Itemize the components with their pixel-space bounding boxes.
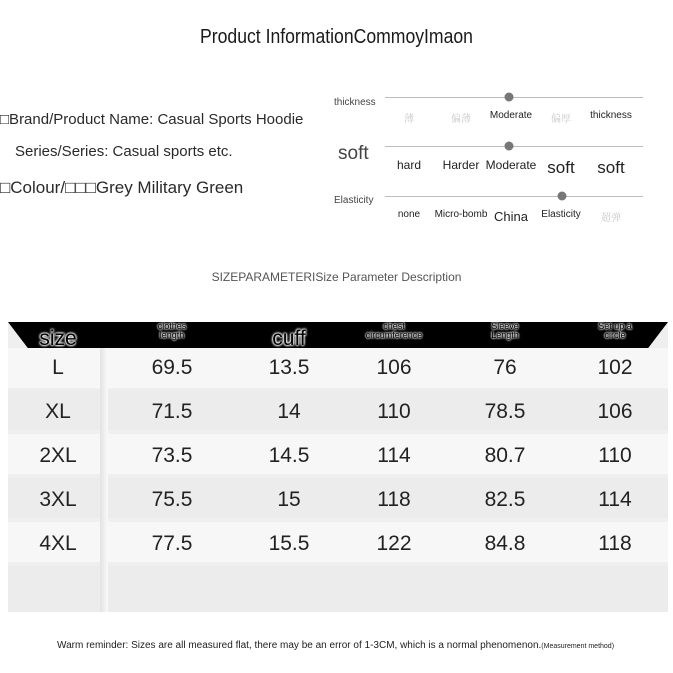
elasticity-option: China (494, 209, 528, 224)
table-cell: 114 (377, 444, 411, 467)
table-cell: 69.5 (151, 356, 193, 379)
thickness-option: 偏薄 (451, 114, 471, 125)
reminder-text: Warm reminder: Sizes are all measured flat, there may be an error of 1-3CM, which is a normal phenomenon. (57, 640, 542, 651)
table-cell: 80.7 (484, 444, 526, 467)
thickness-option: 薄 (404, 114, 414, 125)
thickness-marker (505, 93, 514, 102)
series-info: Series/Series: Casual sports etc. (15, 143, 233, 160)
softness-scale-line (385, 146, 643, 147)
page-title: Product InformationCommoyImaon (200, 26, 473, 48)
table-cell: 102 (597, 356, 633, 379)
table-cell: 106 (376, 356, 412, 379)
table-cell: 118 (377, 488, 411, 511)
table-cell: 82.5 (484, 488, 526, 511)
softness-label: soft (338, 143, 369, 164)
colour-info: □Colour/□□□Grey Military Green (0, 178, 244, 197)
size-table (8, 322, 668, 612)
thickness-option: Moderate (489, 110, 533, 121)
size-label-cell: L (52, 356, 64, 379)
column-header (39, 328, 76, 350)
softness-option: Harder (442, 158, 480, 172)
table-cell: 14 (277, 400, 301, 423)
table-cell: 15 (277, 488, 301, 511)
column-header (598, 322, 632, 341)
table-cell: 77.5 (151, 532, 193, 555)
size-label-cell: 4XL (39, 532, 77, 555)
thickness-option: thickness (590, 110, 632, 121)
column-header-line: Set up a (598, 321, 632, 331)
warm-reminder (57, 640, 614, 651)
elasticity-option: none (397, 209, 421, 220)
softness-option: hard (396, 158, 422, 172)
column-header (366, 322, 423, 341)
table-cell: 106 (597, 400, 633, 423)
elasticity-option: Elasticity (541, 209, 581, 220)
table-cell: 71.5 (151, 400, 193, 423)
column-header-line: circumference (365, 330, 423, 341)
thickness-scale-line (385, 97, 643, 98)
column-header-line: chest (383, 321, 405, 331)
size-column-separator (100, 348, 108, 612)
column-header-line: Length (491, 330, 519, 341)
table-cell: 84.8 (484, 532, 526, 555)
softness-marker (505, 142, 514, 151)
size-table-header-bar (8, 322, 668, 348)
table-cell: 75.5 (151, 488, 193, 511)
size-label-cell: 2XL (39, 444, 77, 467)
brand-info: □Brand/Product Name: Casual Sports Hoodie (0, 111, 304, 128)
table-cell: 13.5 (268, 356, 310, 379)
table-cell: 118 (598, 532, 632, 555)
thickness-label: thickness (334, 97, 376, 108)
measurement-method-note: (Measurement method) (541, 643, 615, 650)
column-header-line: length (159, 330, 185, 341)
size-table-title: SIZEPARAMETERISize Parameter Description (211, 270, 462, 284)
table-cell: 114 (598, 488, 632, 511)
thickness-option: 偏厚 (551, 114, 571, 125)
column-header-line: cuff (272, 327, 306, 350)
table-cell: 73.5 (151, 444, 193, 467)
elasticity-scale-line (385, 196, 643, 197)
size-label-cell: 3XL (39, 488, 77, 511)
table-cell: 14.5 (268, 444, 310, 467)
table-cell: 110 (377, 400, 411, 423)
table-cell: 15.5 (268, 532, 310, 555)
elasticity-option: Micro-bomb (434, 209, 488, 220)
column-header-line: Sleeve (491, 321, 519, 331)
size-label-cell: XL (45, 400, 71, 423)
table-cell: 76 (493, 356, 517, 379)
elasticity-label: Elasticity (334, 195, 374, 206)
elasticity-marker (558, 192, 567, 201)
column-header (158, 322, 187, 341)
table-cell: 122 (376, 532, 412, 555)
table-cell: 78.5 (484, 400, 526, 423)
softness-option: soft (547, 158, 575, 177)
column-header-line: clothes (157, 321, 187, 331)
table-cell: 110 (598, 444, 632, 467)
column-header (491, 322, 519, 341)
column-header-line: circle (604, 330, 626, 341)
softness-option: Moderate (485, 158, 537, 172)
elasticity-option: 超弹 (601, 213, 621, 224)
column-header-line: size (39, 327, 77, 350)
softness-option: soft (597, 158, 625, 177)
column-header (272, 328, 305, 350)
